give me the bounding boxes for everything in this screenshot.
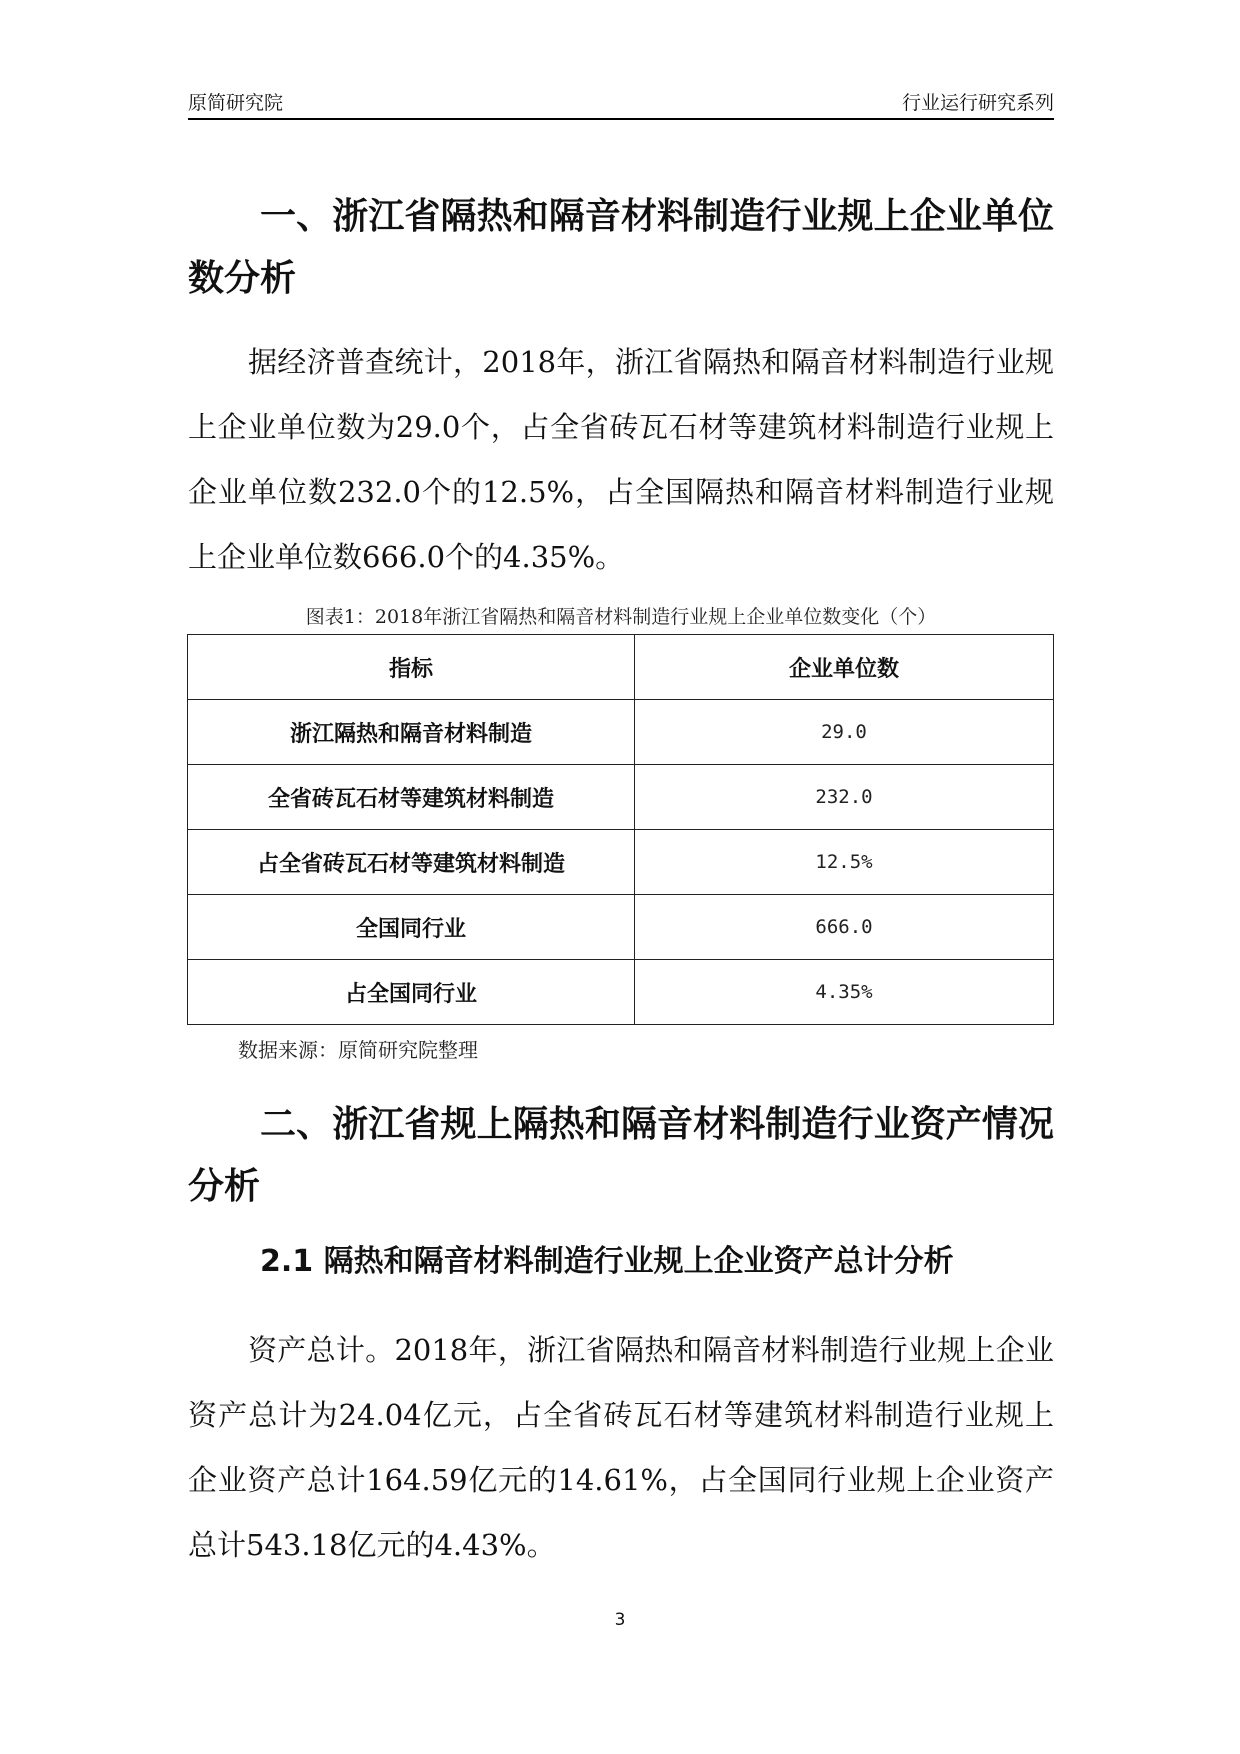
page-number: 3	[614, 1610, 626, 1630]
table-row	[188, 960, 1054, 1025]
section2-heading: 二、浙江省规上隔热和隔音材料制造行业资产情况分析	[188, 1104, 1054, 1207]
section1-paragraph: 据经济普查统计，2018年，浙江省隔热和隔音材料制造行业规上企业单位数为29.0个，占全省砖瓦石材等建筑材料制造行业规上企业单位数232.0个的12.5%，占全国隔热和隔音材料制造行业规上企业单位数666.0个的4.35%。	[188, 345, 1054, 574]
row-label: 全省砖瓦石材等建筑材料制造	[188, 765, 635, 830]
table-row	[188, 895, 1054, 960]
table-source-note: 数据来源：原简研究院整理	[238, 1038, 478, 1062]
header-org-name: 原简研究院	[188, 92, 284, 114]
table-row	[188, 830, 1054, 895]
row-label: 浙江隔热和隔音材料制造	[188, 700, 635, 765]
row-value: 29.0	[635, 700, 1054, 765]
section1-heading: 一、浙江省隔热和隔音材料制造行业规上企业单位数分析	[188, 196, 1054, 299]
table-row	[188, 700, 1054, 765]
header-series-name: 行业运行研究系列	[901, 92, 1054, 114]
row-value: 4.35%	[635, 960, 1054, 1025]
column-header-count: 企业单位数	[635, 635, 1054, 700]
row-label: 占全省砖瓦石材等建筑材料制造	[188, 830, 635, 895]
row-value: 666.0	[635, 895, 1054, 960]
table-header-row	[188, 635, 1054, 700]
enterprise-count-table	[187, 634, 1054, 1025]
page-header	[188, 84, 1054, 120]
table-row	[188, 765, 1054, 830]
row-value: 232.0	[635, 765, 1054, 830]
row-value: 12.5%	[635, 830, 1054, 895]
column-header-indicator: 指标	[188, 635, 635, 700]
row-label: 占全国同行业	[188, 960, 635, 1025]
table-caption: 图表1：2018年浙江省隔热和隔音材料制造行业规上企业单位数变化（个）	[305, 606, 937, 628]
section2-subheading: 2.1 隔热和隔音材料制造行业规上企业资产总计分析	[260, 1244, 954, 1279]
section2-paragraph: 资产总计。2018年，浙江省隔热和隔音材料制造行业规上企业资产总计为24.04亿元，占全省砖瓦石材等建筑材料制造行业规上企业资产总计164.59亿元的14.61%，占全国同行业规上企业资产总计543.18亿元的4.43%。	[188, 1333, 1054, 1562]
row-label: 全国同行业	[188, 895, 635, 960]
